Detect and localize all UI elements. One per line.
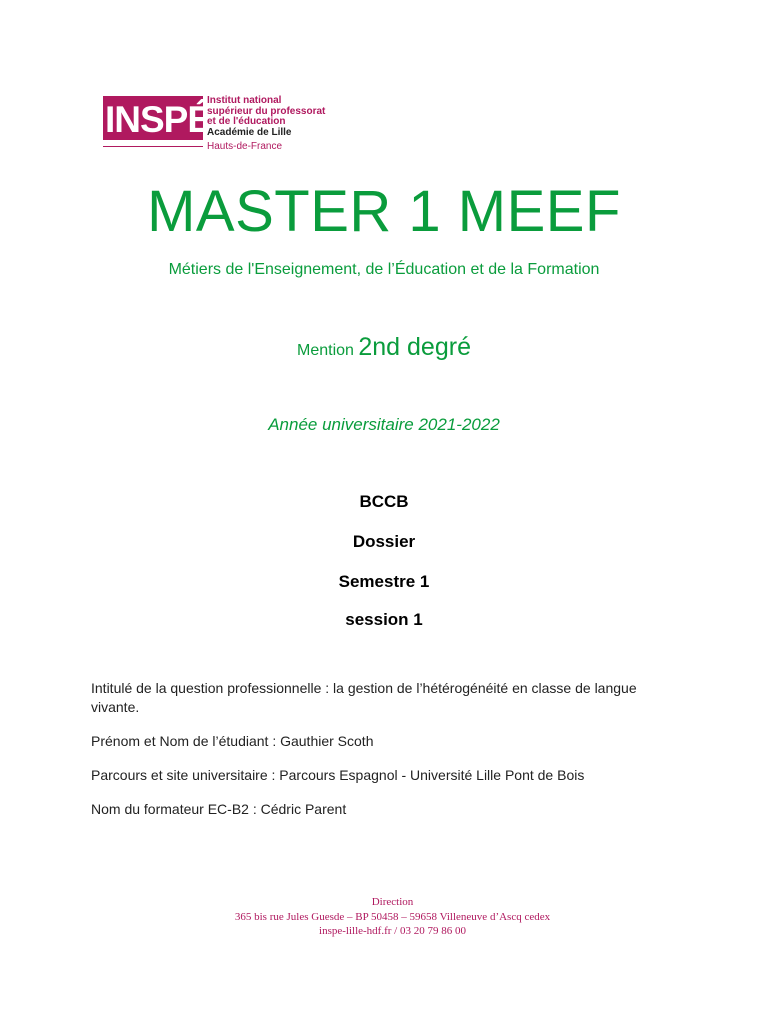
semestre-label: Semestre 1 [338, 572, 430, 591]
logo-line-1: Institut national [207, 95, 282, 106]
formateur-text: Nom du formateur EC-B2 : Cédric Parent [91, 801, 347, 817]
academic-year: Année universitaire 2021-2022 [268, 415, 500, 434]
parcours-text: Parcours et site universitaire : Parcours Espagnol - Université Lille Pont de Bois [91, 767, 585, 783]
footer-line-3: inspe-lille-hdf.fr / 03 20 79 86 00 [319, 925, 466, 937]
logo-region: Hauts-de-France [207, 141, 283, 152]
dossier-label: Dossier [352, 532, 416, 551]
page-subtitle: Métiers de l'Enseignement, de l’Éducation et de la Formation [168, 261, 600, 278]
footer-line-2: 365 bis rue Jules Guesde – BP 50458 – 59658 Villeneuve d’Ascq cedex [234, 910, 551, 923]
bccb-label: BCCB [359, 492, 409, 511]
logo-acronym: INSPÉ [105, 99, 212, 140]
mention-prefix: Mention [297, 342, 354, 359]
page-title: MASTER 1 MEEF [147, 179, 621, 244]
question-text: Intitulé de la question professionnelle : la gestion de l’hétérogénéité en classe de langue vivante. [91, 680, 637, 715]
student-text: Prénom et Nom de l’étudiant : Gauthier Scoth [91, 733, 374, 749]
session-label: session 1 [345, 610, 423, 629]
mention-line [0, 333, 768, 362]
footer-line-1: Direction [371, 896, 414, 908]
logo-line-2: supérieur du professorat [207, 105, 326, 117]
inspe-logo [103, 96, 343, 154]
logo-line-4: Académie de Lille [207, 126, 292, 138]
footer [0, 895, 768, 939]
mention-value: 2nd degré [358, 333, 471, 361]
logo-divider [103, 146, 203, 147]
logo-block [103, 96, 212, 140]
logo-institution-text [207, 96, 325, 138]
logo-line-3: et de l'éducation [207, 116, 286, 127]
